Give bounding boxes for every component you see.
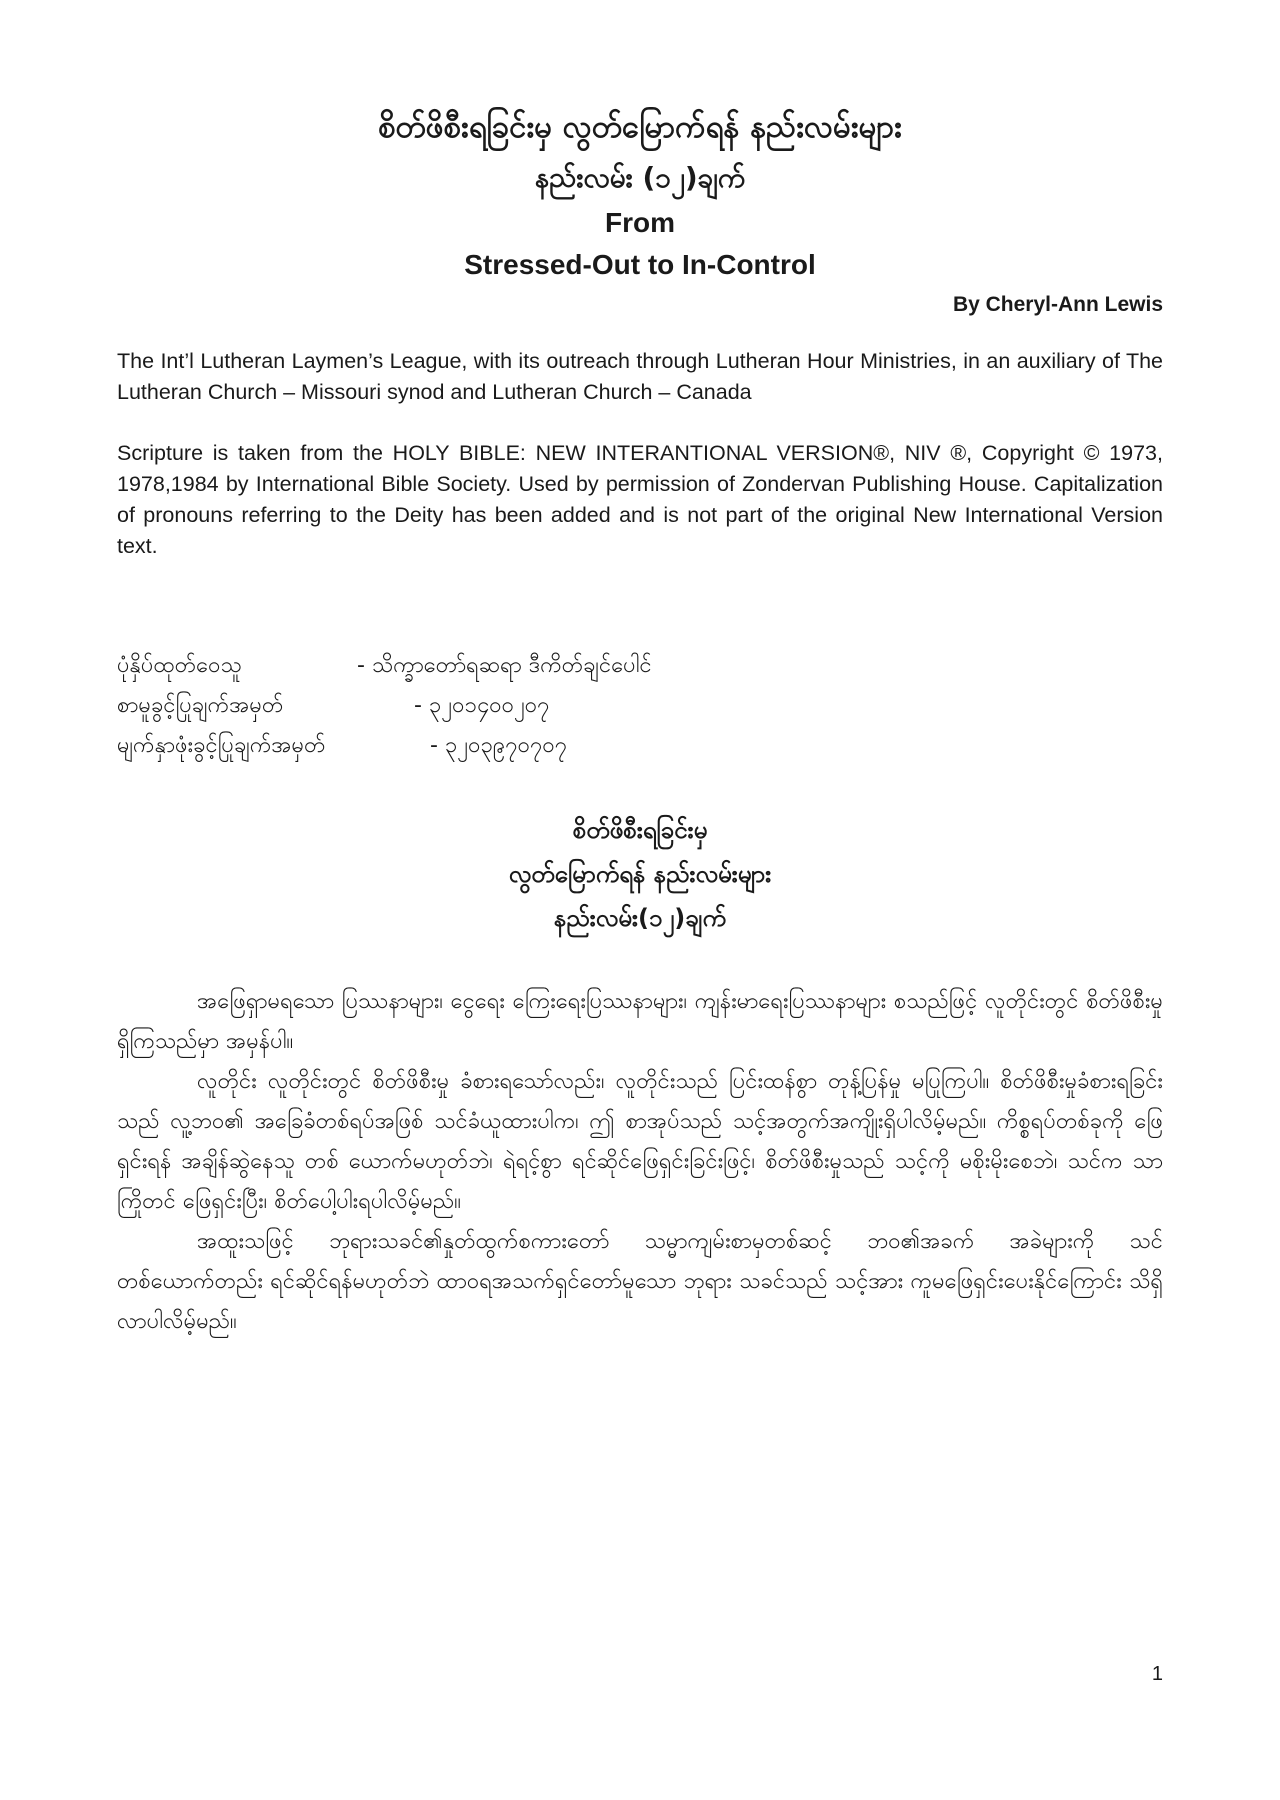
section-heading (117, 808, 1163, 940)
author-byline: By Cheryl-Ann Lewis (952, 293, 1163, 316)
title-block (117, 100, 1163, 286)
body-paragraph-1: အဖြေရှာမရသော ပြဿနာများ၊ ငွေရေး ကြေးရေးပြဿနာများ၊ ကျန်းမာရေးပြဿနာများ စသည်ဖြင့် လူတိုင်းတွင် စိတ်ဖိစီးမှုရှိကြသည်မှာ အမှန်ပါ။ (117, 989, 1163, 1054)
publication-row (117, 646, 1163, 686)
section-heading-line2: လွတ်မြောက်ရန် နည်းလမ်းများ (508, 860, 772, 888)
publisher-label: ပုံနှိပ်ထုတ်ဝေသူ (117, 653, 242, 678)
cover-permit-label: မျက်နှာဖုံးခွင့်ပြုချက်အမှတ် (117, 733, 326, 758)
publisher-note: The Int’l Lutheran Laymen’s League, with its outreach through Lutheran Hour Ministries, in an auxiliary of The Lutheran Church – Missouri synod and Lutheran Church – Canada (117, 349, 1163, 404)
cover-permit-value: - ၃၂၀၃၉၇၀၇၀၇ (430, 733, 568, 758)
scripture-copyright-note: Scripture is taken from the HOLY BIBLE: NEW INTERANTIONAL VERSION®, NIV ®, Copyright © 1973, 1978,1984 by International Bible Society. Used by permission of Zondervan Publishing House. Capitalization of pronouns referring to the Deity has been added and is not part of the original New International Version text. (117, 441, 1163, 558)
publication-row (117, 726, 1163, 766)
page-number: 1 (1151, 1663, 1163, 1685)
body-paragraph-3: အထူးသဖြင့် ဘုရားသခင်၏နှုတ်ထွက်စကားတော် သမ္မာကျမ်းစာမှတစ်ဆင့် ဘဝ၏အခက် အခဲများကို သင်တစ်ယောက်တည်း ရင်ဆိုင်ရန်မဟုတ်ဘဲ ထာဝရအသက်ရှင်တော်မူသော ဘုရား သခင်သည် သင့်အား ကူမဖြေရှင်းပေးနိုင်ကြောင်း သိရှိလာပါလိမ့်မည်။ (117, 1229, 1163, 1334)
manuscript-permit-value: - ၃၂၀၁၄၀၀၂၀၇ (414, 693, 550, 718)
section-heading-line1: စိတ်ဖိစီးရခြင်းမှ (572, 816, 708, 844)
manuscript-permit-label: စာမူခွင့်ပြုချက်အမှတ် (117, 693, 284, 718)
publication-row (117, 686, 1163, 726)
publication-details (117, 646, 1163, 766)
document-title-burmese: စိတ်ဖိစီးရခြင်းမှ လွတ်မြောက်ရန် နည်းလမ်းများ (378, 109, 902, 145)
document-page (117, 100, 1163, 1342)
body-paragraph-2: လူတိုင်း လူတိုင်းတွင် စိတ်ဖိစီးမှု ခံစားရသော်လည်း၊ လူတိုင်းသည် ပြင်းထန်စွာ တုန့်ပြန်မှု မပြုကြပါ။ စိတ်ဖိစီးမှုခံစားရခြင်းသည် လူ့ဘဝ၏ အခြေခံတစ်ရပ်အဖြစ် သင်ခံယူထားပါက၊ ဤ စာအုပ်သည် သင့်အတွက်အကျိုးရှိပါလိမ့်မည်။ ကိစ္စရပ်တစ်ခုကို ဖြေရှင်းရန် အချိန်ဆွဲနေသူ တစ် ယောက်မဟုတ်ဘဲ၊ ရဲရင့်စွာ ရင်ဆိုင်ဖြေရှင်းခြင်းဖြင့်၊ စိတ်ဖိစီးမှုသည် သင့်ကို မစိုးမိုးစေဘဲ၊ သင်က သာကြိုတင် ဖြေရှင်းပြီး၊ စိတ်ပေါ့ပါးရပါလိမ့်မည်။ (117, 1069, 1163, 1214)
document-title-english-line1: From (605, 207, 675, 238)
publisher-value: - သိက္ခာတော်ရဆရာ ဒီကိတ်ချင်ပေါင် (357, 653, 652, 678)
document-title-english-line2: Stressed-Out to In-Control (464, 249, 816, 280)
document-subtitle-burmese: နည်းလမ်း (၁၂)ချက် (534, 161, 746, 194)
section-heading-line3: နည်းလမ်း(၁၂)ချက် (553, 904, 727, 932)
